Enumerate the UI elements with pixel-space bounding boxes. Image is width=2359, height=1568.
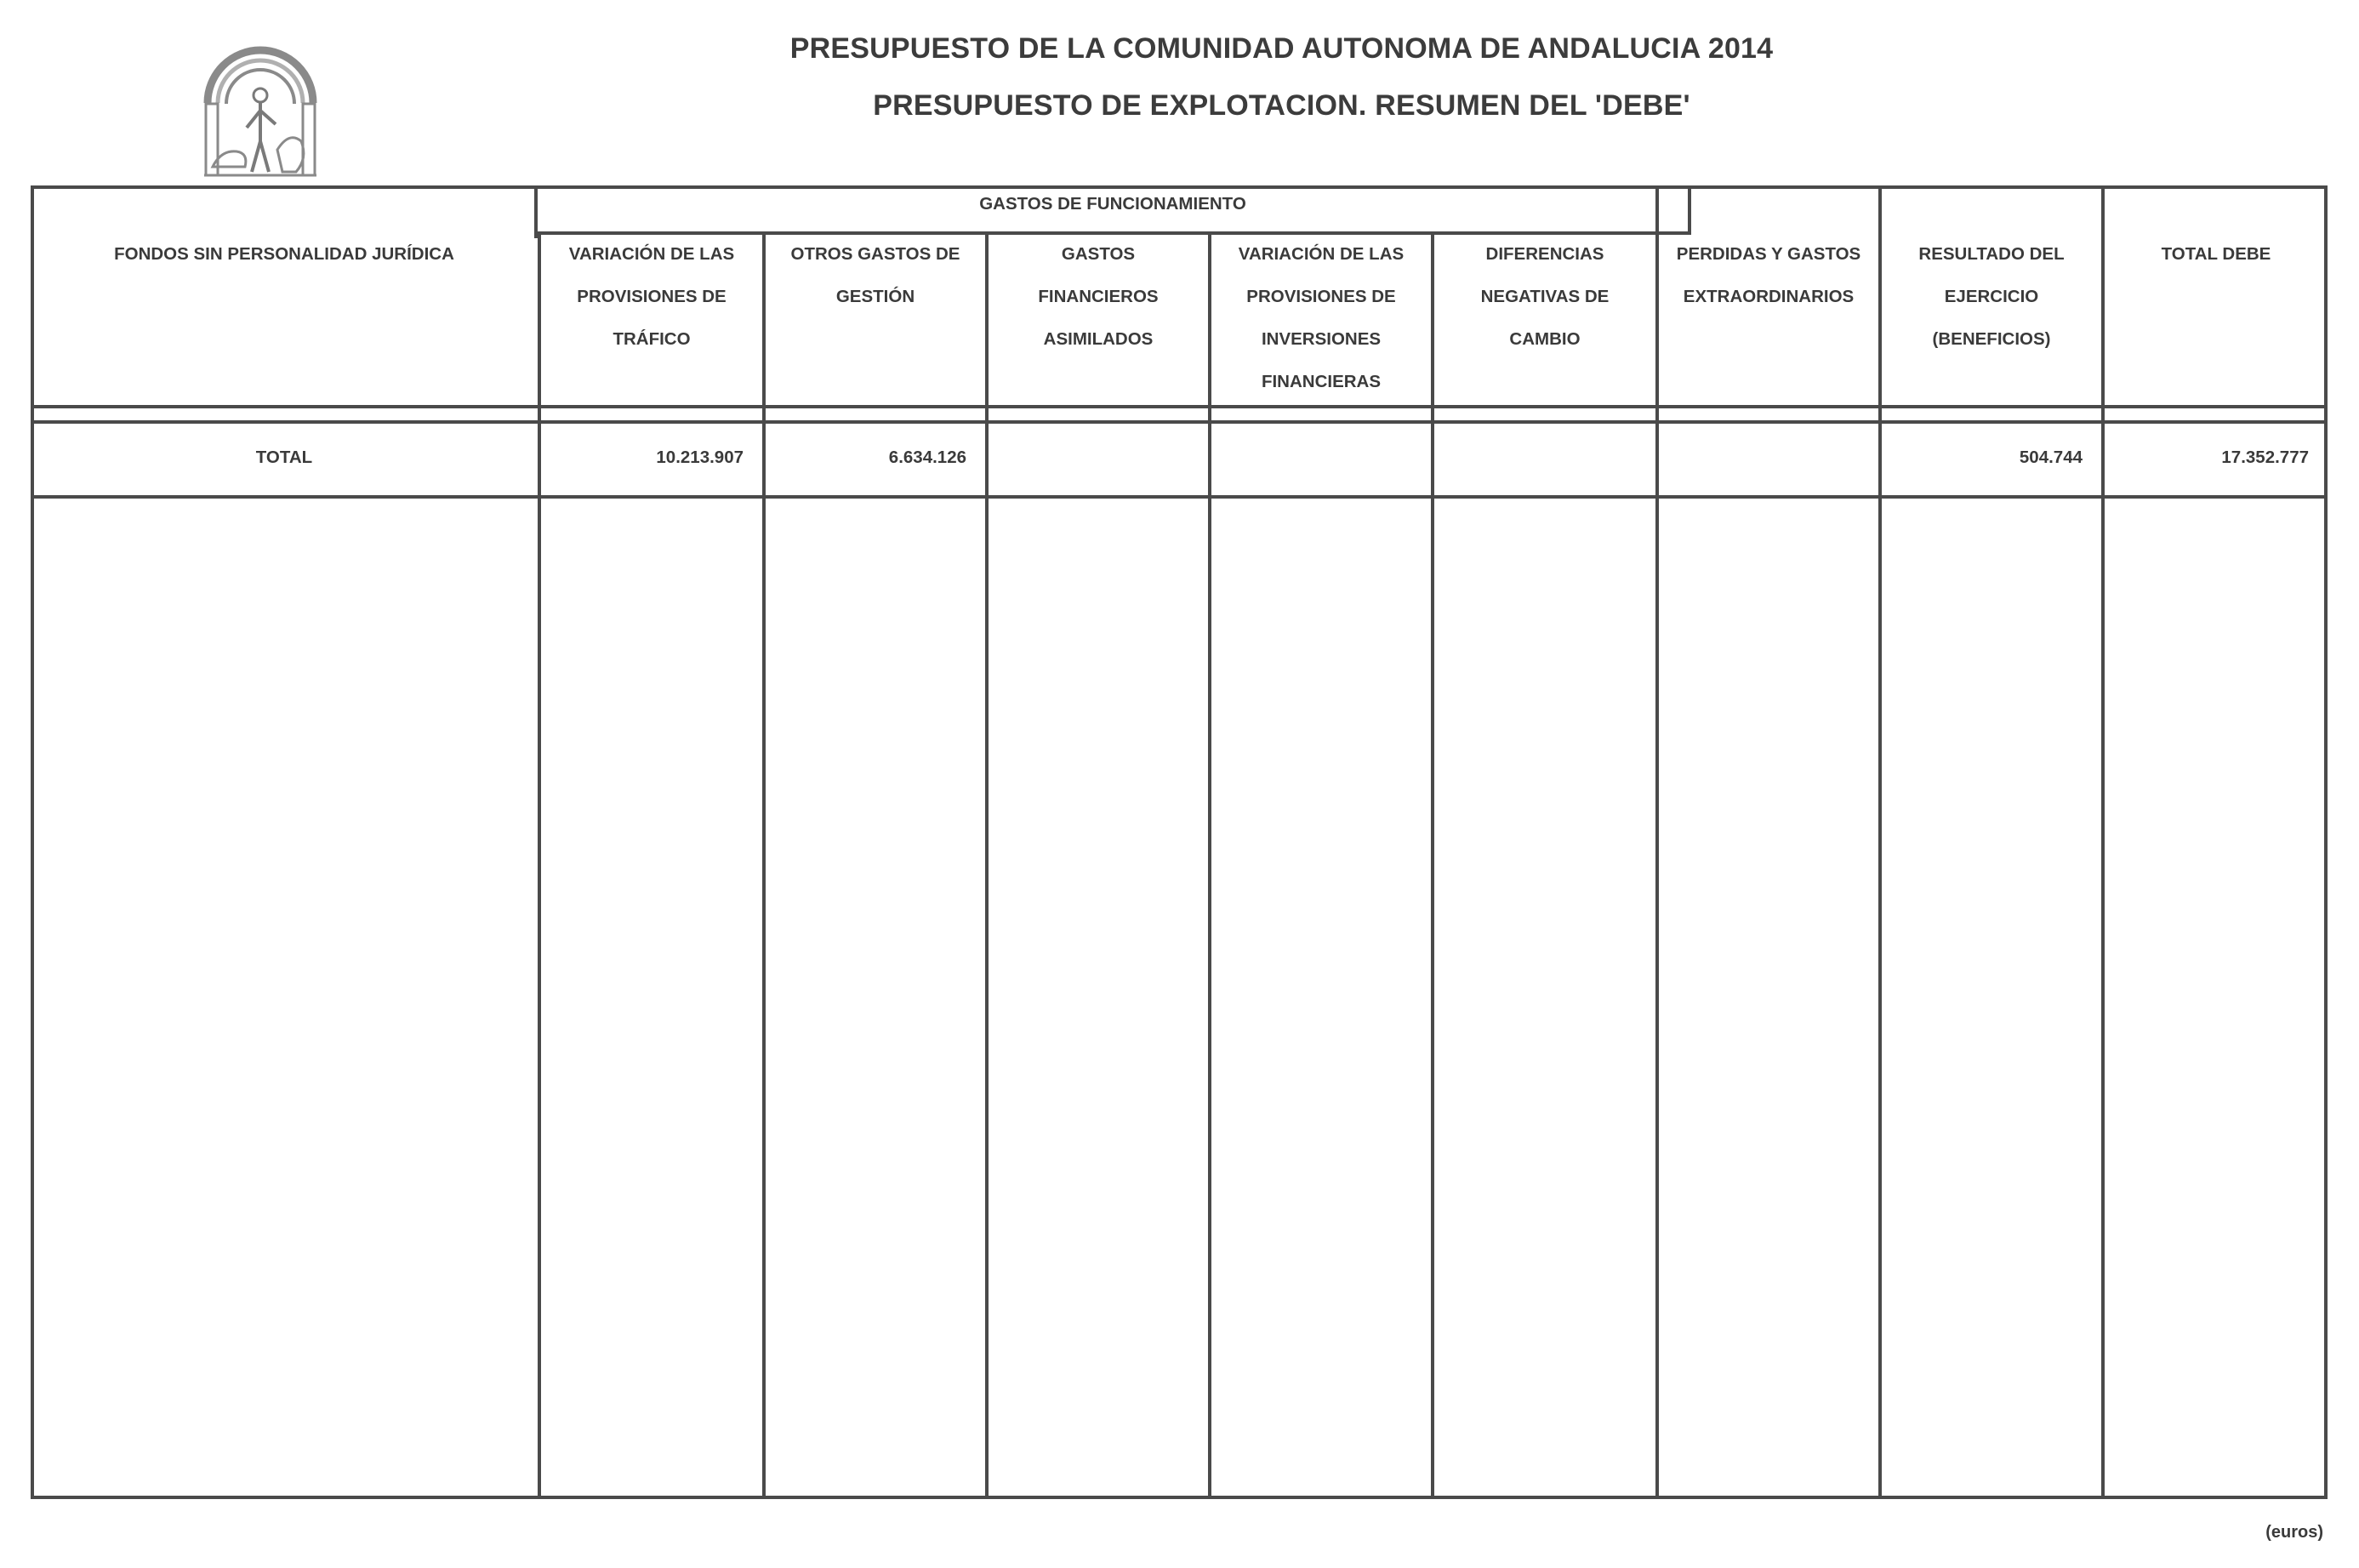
group-header-label: GASTOS DE FUNCIONAMIENTO bbox=[979, 194, 1246, 214]
column-header-line: NEGATIVAS DE bbox=[1480, 287, 1610, 306]
column-divider bbox=[2101, 185, 2105, 1499]
column-header-line: CAMBIO bbox=[1509, 329, 1581, 349]
column-divider bbox=[1431, 235, 1434, 1499]
total-cell: 10.213.907 bbox=[656, 448, 744, 467]
column-header-line: TOTAL DEBE bbox=[2161, 244, 2271, 264]
column-header-otros-gastos-gestion bbox=[766, 233, 985, 318]
header-divider bbox=[31, 405, 2328, 408]
column-header-line: VARIACIÓN DE LAS bbox=[1238, 244, 1405, 264]
column-header-line: GESTIÓN bbox=[835, 287, 915, 306]
column-header-variacion-provisiones-trafico bbox=[541, 233, 762, 361]
column-header-fondos bbox=[31, 233, 538, 276]
budget-table bbox=[31, 185, 2328, 1499]
column-header-line: RESULTADO DEL bbox=[1918, 244, 2065, 264]
column-header-line: FONDOS SIN PERSONALIDAD JURÍDICA bbox=[114, 244, 454, 264]
column-header-line: EXTRAORDINARIOS bbox=[1683, 287, 1855, 306]
column-divider bbox=[762, 235, 766, 1499]
column-header-line: GASTOS bbox=[1061, 244, 1136, 264]
column-divider bbox=[985, 235, 989, 1499]
column-header-line: PROVISIONES DE bbox=[1246, 287, 1396, 306]
column-divider bbox=[538, 235, 541, 1499]
column-header-resultado-ejercicio bbox=[1882, 233, 2101, 361]
column-divider bbox=[1655, 185, 1659, 1499]
column-header-line: VARIACIÓN DE LAS bbox=[568, 244, 735, 264]
table-border bbox=[31, 185, 2328, 1499]
column-header-total-debe bbox=[2105, 233, 2328, 276]
column-header-diferencias-negativas bbox=[1434, 233, 1655, 361]
total-cell: 504.744 bbox=[2019, 448, 2083, 467]
column-header-line: TRÁFICO bbox=[613, 329, 691, 349]
column-header-line: OTROS GASTOS DE bbox=[790, 244, 960, 264]
column-header-line: (BENEFICIOS) bbox=[1932, 329, 2051, 349]
unit-label: (euros) bbox=[2265, 1523, 2323, 1542]
total-cell: 17.352.777 bbox=[2221, 448, 2309, 467]
column-header-line: EJERCICIO bbox=[1944, 287, 2039, 306]
column-header-variacion-provisiones-inversiones bbox=[1211, 233, 1431, 403]
total-row-divider bbox=[31, 495, 2328, 499]
column-divider bbox=[1208, 235, 1211, 1499]
column-header-line: PERDIDAS Y GASTOS bbox=[1676, 244, 1861, 264]
column-divider bbox=[1878, 185, 1882, 1499]
column-header-line: INVERSIONES bbox=[1261, 329, 1382, 349]
column-header-line: FINANCIERAS bbox=[1261, 372, 1382, 391]
column-header-gastos-financieros bbox=[989, 233, 1208, 361]
column-header-line: ASIMILADOS bbox=[1043, 329, 1154, 349]
page-title: PRESUPUESTO DE LA COMUNIDAD AUTONOMA DE ANDALUCIA 2014 bbox=[789, 32, 1774, 65]
column-header-line: DIFERENCIAS bbox=[1485, 244, 1604, 264]
column-header-line: PROVISIONES DE bbox=[577, 287, 727, 306]
column-header-line: FINANCIEROS bbox=[1038, 287, 1159, 306]
column-header-perdidas-extraordinarios bbox=[1659, 233, 1878, 318]
page-subtitle: PRESUPUESTO DE EXPLOTACION. RESUMEN DEL 'DEBE' bbox=[873, 89, 1690, 122]
header-divider bbox=[31, 420, 2328, 424]
total-cell: 6.634.126 bbox=[888, 448, 966, 467]
total-row-label: TOTAL bbox=[255, 448, 313, 467]
